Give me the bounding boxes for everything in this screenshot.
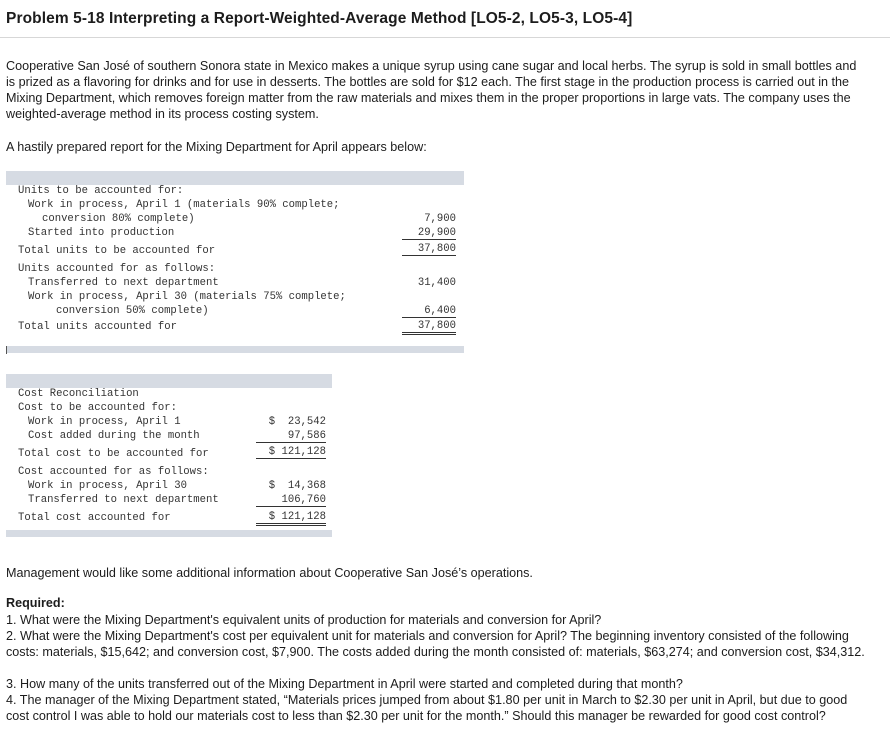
started-label: Started into production xyxy=(28,227,175,239)
cost-added-label: Cost added during the month xyxy=(28,430,200,442)
cost-wip-april1-value: $ 23,542 xyxy=(268,416,326,428)
wip-april30-line2: conversion 50% complete) xyxy=(56,305,209,317)
units-table-footer-bar xyxy=(6,346,464,353)
cost-wip-april1-label: Work in process, April 1 xyxy=(28,416,181,428)
intro-paragraph: Cooperative San José of southern Sonora state in Mexico makes a unique syrup using cane sugar and local herbs. The syrup is sold in small bottles and is prized as a flavoring for drinks and for use in desserts. The bottles are sold for $12 each. The first stage in the production process is carried out in the Mixing Department, which removes foreign matter from the raw materials and mixes them in the proper proportions in large vats. The company uses the weighted-average method in its process costing system. xyxy=(6,59,857,121)
cost-table xyxy=(6,374,332,537)
wip-april1-units: 7,900 xyxy=(424,213,456,225)
wip-april1-line2: conversion 80% complete) xyxy=(42,213,195,225)
wip-april30-units: 6,400 xyxy=(402,305,456,318)
wip-april1-line1: Work in process, April 1 (materials 90% complete; xyxy=(28,199,340,211)
cost-wip-april30-label: Work in process, April 30 xyxy=(28,480,187,492)
cost-transferred-label: Transferred to next department xyxy=(28,494,219,506)
question-4: 4. The manager of the Mixing Department stated, “Materials prices jumped from about $1.80 per unit in March to $2.30 per unit in April, but due to good cost control I was able to hold our materials cost to less than $2.30 per unit for the month.” Should this manager be rewarded for good cost control? xyxy=(6,693,848,723)
cost-total-value: $ 121,128 xyxy=(256,446,326,459)
cost-transferred-value: 106,760 xyxy=(256,494,326,507)
units-table-left-border xyxy=(6,346,7,354)
cost-table-header-bar xyxy=(6,374,332,388)
question-2: 2. What were the Mixing Department's cost per equivalent unit for materials and conversion for April? The beginning inventory consisted of the following costs: materials, $15,642; and conversion cost, $7,900. The costs added during the month consisted of: materials, $63,274; and conversion cost, $34,312. xyxy=(6,629,865,659)
units-table xyxy=(6,171,464,354)
cost-added-value: 97,586 xyxy=(256,430,326,443)
total-accounted-units: 37,800 xyxy=(402,320,456,335)
title-divider xyxy=(0,37,890,38)
total-units-label: Total units to be accounted for xyxy=(18,245,216,257)
question-3: 3. How many of the units transferred out of the Mixing Department in April were started and completed during that month? xyxy=(6,677,683,691)
total-units: 37,800 xyxy=(402,243,456,256)
cost-total-label: Total cost to be accounted for xyxy=(18,448,209,460)
cost-section1-label: Cost to be accounted for: xyxy=(18,402,177,414)
units-table-header-bar xyxy=(6,171,464,185)
transferred-units: 31,400 xyxy=(417,277,456,289)
units-section1-label: Units to be accounted for: xyxy=(18,185,184,197)
cost-table-footer-bar xyxy=(6,530,332,537)
problem-title: Problem 5-18 Interpreting a Report-Weighted-Average Method [LO5-2, LO5-3, LO5-4] xyxy=(6,10,633,27)
management-note: Management would like some additional information about Cooperative San José’s operations. xyxy=(6,566,533,580)
units-section2-label: Units accounted for as follows: xyxy=(18,263,216,275)
wip-april30-line1: Work in process, April 30 (materials 75% complete; xyxy=(28,291,346,303)
cost-total-accounted-value: $ 121,128 xyxy=(256,511,326,526)
cost-heading: Cost Reconciliation xyxy=(18,388,139,400)
cost-total-accounted-label: Total cost accounted for xyxy=(18,512,171,524)
transferred-label: Transferred to next department xyxy=(28,277,219,289)
question-1: 1. What were the Mixing Department's equivalent units of production for materials and conversion for April? xyxy=(6,613,602,627)
total-accounted-label: Total units accounted for xyxy=(18,321,177,333)
cost-section2-label: Cost accounted for as follows: xyxy=(18,466,209,478)
started-units: 29,900 xyxy=(402,227,456,240)
required-heading: Required: xyxy=(6,596,65,610)
cost-wip-april30-value: $ 14,368 xyxy=(268,480,326,492)
report-intro: A hastily prepared report for the Mixing Department for April appears below: xyxy=(6,140,427,154)
